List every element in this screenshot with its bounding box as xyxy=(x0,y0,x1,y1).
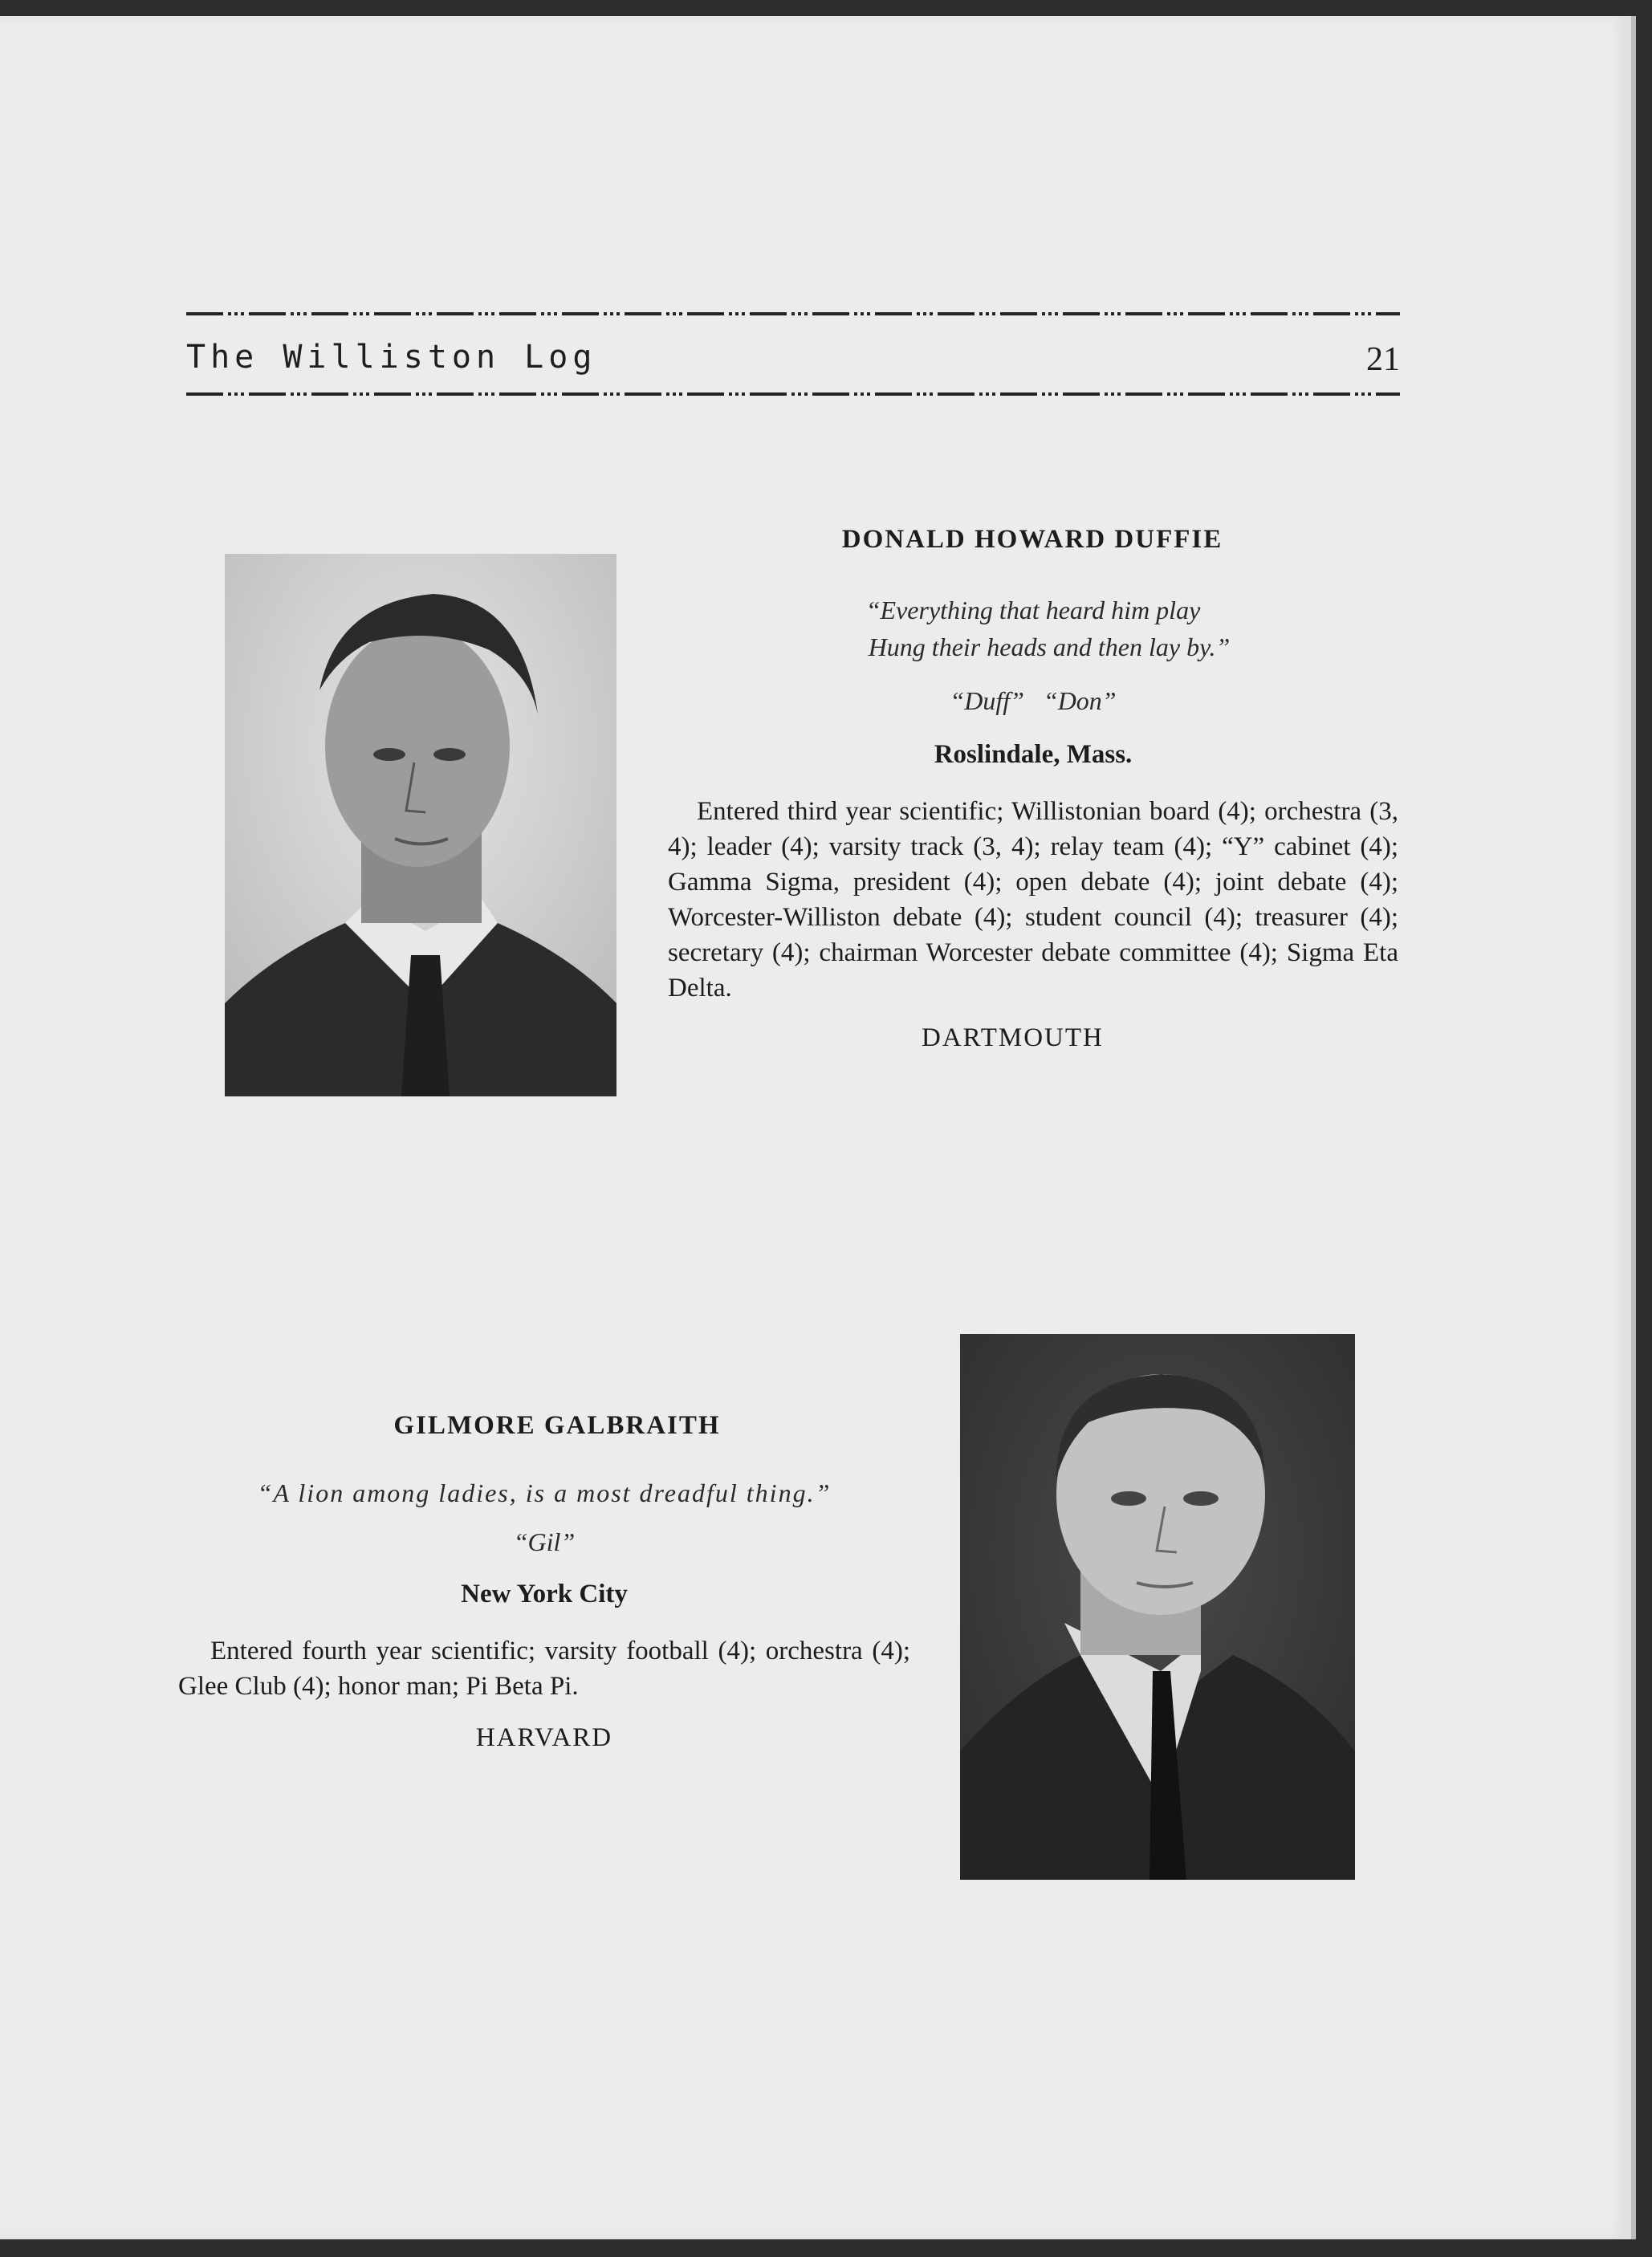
journal-title: The Williston Log xyxy=(186,339,597,376)
running-head xyxy=(186,339,1400,387)
entry-quote-line-1: “Everything that heard him play xyxy=(865,596,1201,624)
entry-hometown: New York City xyxy=(461,1580,628,1608)
entry-galbraith xyxy=(178,1411,910,1753)
entry-record: Entered fourth year scientific; varsity football (4); orchestra (4); Glee Club (4); honor man; Pi Beta Pi. xyxy=(178,1637,910,1701)
entry-hometown: Roslindale, Mass. xyxy=(934,740,1133,769)
entry-record: Entered third year scientific; Willistonian board (4); orchestra (3, 4); leader (4); varsity track (3, 4); relay team (4); “Y” cabinet (4); Gamma Sigma, president (4); open debate (4); joint debate (4); Worcester-Williston debate (4); student council (4); treasurer (4); secretary (4); chairman Worcester debate committee (4); Sigma Eta Delta. xyxy=(668,797,1398,1002)
entry-nicknames: “Duff” “Don” xyxy=(950,686,1117,715)
header-rule-top xyxy=(186,310,1400,318)
entry-duffie xyxy=(668,525,1398,1053)
entry-college: HARVARD xyxy=(475,1723,613,1752)
entry-name: GILMORE GALBRAITH xyxy=(393,1411,721,1440)
entry-name: DONALD HOWARD DUFFIE xyxy=(841,525,1223,554)
entry-quote-line-2: Hung their heads and then lay by.” xyxy=(868,632,1231,661)
entry-nicknames: “Gil” xyxy=(513,1527,576,1556)
portrait-photo-duffie xyxy=(225,554,616,1096)
page-number: 21 xyxy=(1366,341,1400,378)
entry-college: DARTMOUTH xyxy=(922,1023,1104,1052)
header-rule-bottom xyxy=(186,390,1400,398)
entry-quote-line-1: “A lion among ladies, is a most dreadful thing.” xyxy=(257,1478,832,1507)
portrait-photo-galbraith xyxy=(960,1334,1355,1880)
page xyxy=(0,16,1636,2239)
